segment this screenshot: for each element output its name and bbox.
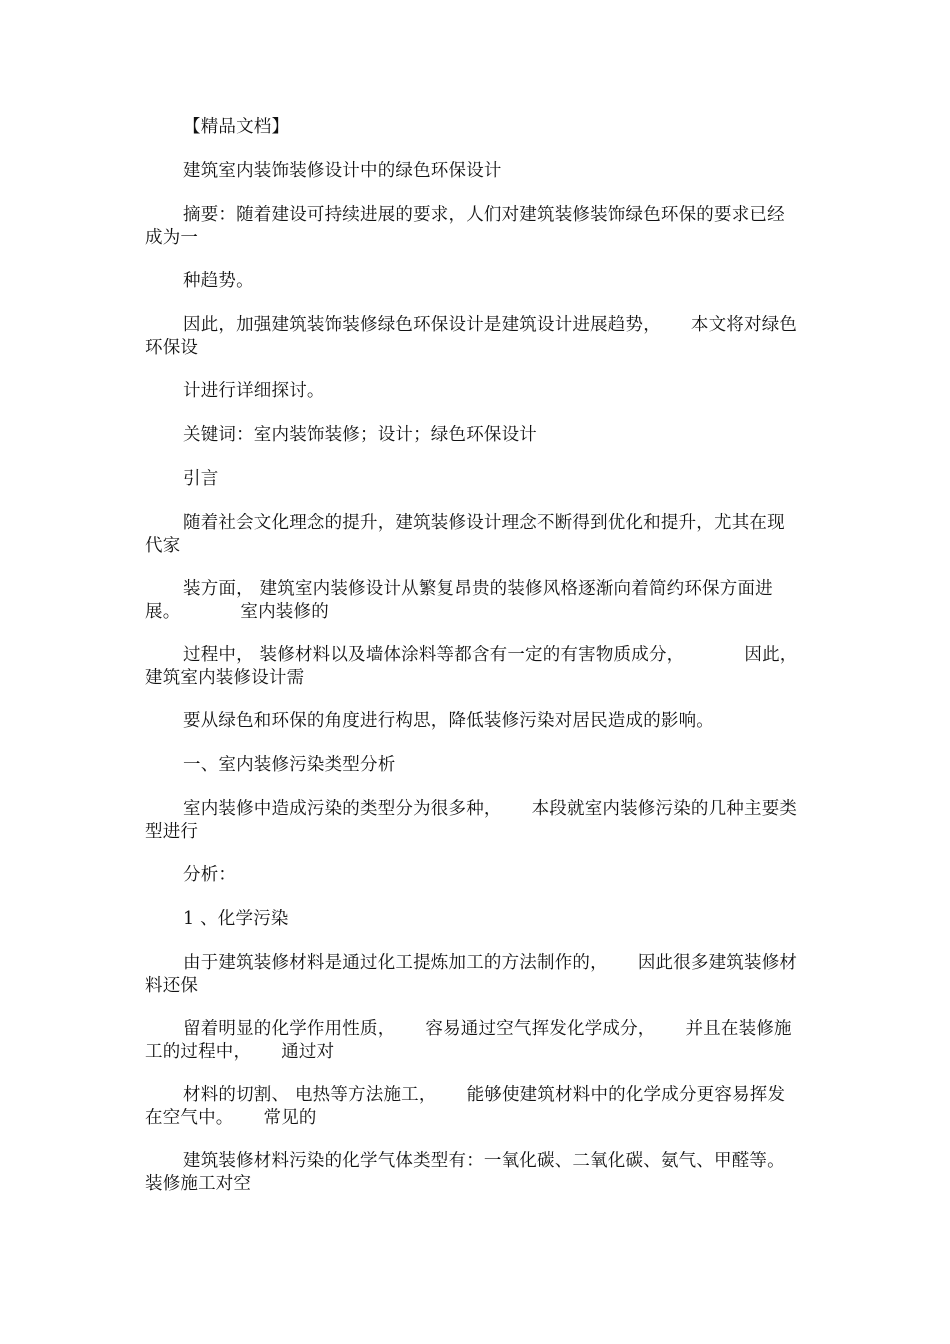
- section-heading-1: [145, 754, 800, 777]
- body-paragraph-5-part2: 本段就室内装修污染的几种主要类型进行: [145, 799, 798, 842]
- body-paragraph-9-part3: 常见的: [263, 1108, 317, 1128]
- abstract-continuation-text: 种趋势。: [183, 271, 254, 291]
- intro-statement-continuation: [145, 380, 800, 403]
- intro-statement-part1: 因此，加强建筑装饰装修绿色环保设计是建筑设计进展趋势，: [183, 315, 661, 335]
- keywords-line: [145, 424, 800, 447]
- body-paragraph-7-part1: 由于建筑装修材料是通过化工提炼加工的方法制作的，: [183, 953, 608, 973]
- body-paragraph-8: [145, 1018, 800, 1064]
- body-paragraph-2-part2: 室内装修的: [240, 602, 329, 622]
- section-heading-intro: [145, 468, 800, 491]
- body-paragraph-9-part2: 能够使建筑材料中的化学成分更容易挥发在空气中。: [145, 1085, 786, 1128]
- body-paragraph-10: [145, 1150, 800, 1196]
- body-paragraph-5: [145, 798, 800, 844]
- body-paragraph-3-part2: 因此，建筑室内装修设计需: [145, 645, 798, 688]
- body-paragraph-1-text: 随着社会文化理念的提升，建筑装修设计理念不断得到优化和提升，尤其在现代家: [145, 513, 785, 556]
- body-paragraph-8-part3: 并且在装修施工的过程中，: [145, 1019, 792, 1062]
- intro-statement-part2: 本文将对绿色环保设: [145, 315, 798, 358]
- body-paragraph-3: [145, 644, 800, 690]
- doc-tag-text: 【精品文档】: [183, 117, 290, 137]
- body-paragraph-7: [145, 952, 800, 998]
- body-paragraph-2: [145, 578, 800, 624]
- body-paragraph-8-part4: 通过对: [281, 1042, 335, 1062]
- body-paragraph-1: [145, 512, 800, 558]
- intro-statement: [145, 314, 800, 360]
- body-paragraph-8-part1: 留着明显的化学作用性质，: [183, 1019, 396, 1039]
- body-paragraph-9-part1: 材料的切割、 电热等方法施工，: [183, 1085, 437, 1105]
- body-paragraph-8-part2: 容易通过空气挥发化学成分，: [425, 1019, 656, 1039]
- body-paragraph-7-part2: 因此很多建筑装修材料还保: [145, 953, 798, 996]
- body-paragraph-3-part1: 过程中， 装修材料以及墙体涂料等都含有一定的有害物质成分，: [183, 645, 685, 665]
- body-paragraph-5-part1: 室内装修中造成污染的类型分为很多种，: [183, 799, 502, 819]
- body-paragraph-10-text: 建筑装修材料污染的化学气体类型有：一氧化碳、二氧化碳、氨气、甲醛等。装修施工对空: [145, 1151, 785, 1194]
- body-paragraph-6: [145, 864, 800, 887]
- abstract-text: 摘要：随着建设可持续进展的要求，人们对建筑装修装饰绿色环保的要求已经成为一: [145, 205, 785, 248]
- body-paragraph-6-text: 分析：: [183, 865, 237, 885]
- abstract-continuation: [145, 270, 800, 293]
- doc-tag: [145, 116, 800, 139]
- body-paragraph-9: [145, 1084, 800, 1130]
- keywords-text: 关键词：室内装饰装修；设计；绿色环保设计: [183, 425, 537, 445]
- abstract-paragraph: [145, 204, 800, 250]
- doc-title-text: 建筑室内装饰装修设计中的绿色环保设计: [183, 161, 502, 181]
- intro-statement-continuation-text: 计进行详细探讨。: [183, 381, 325, 401]
- doc-title: [145, 160, 800, 183]
- subsection-heading-1-text: 1 、化学污染: [183, 909, 289, 929]
- section-heading-1-text: 一、室内装修污染类型分析: [183, 755, 396, 775]
- subsection-heading-1: [145, 908, 800, 931]
- body-paragraph-4-text: 要从绿色和环保的角度进行构思，降低装修污染对居民造成的影响。: [183, 711, 714, 731]
- section-heading-intro-text: 引言: [183, 469, 219, 489]
- body-paragraph-4: [145, 710, 800, 733]
- body-paragraph-2-part1: 装方面， 建筑室内装修设计从繁复昂贵的装修风格逐渐向着简约环保方面进展。: [145, 579, 773, 622]
